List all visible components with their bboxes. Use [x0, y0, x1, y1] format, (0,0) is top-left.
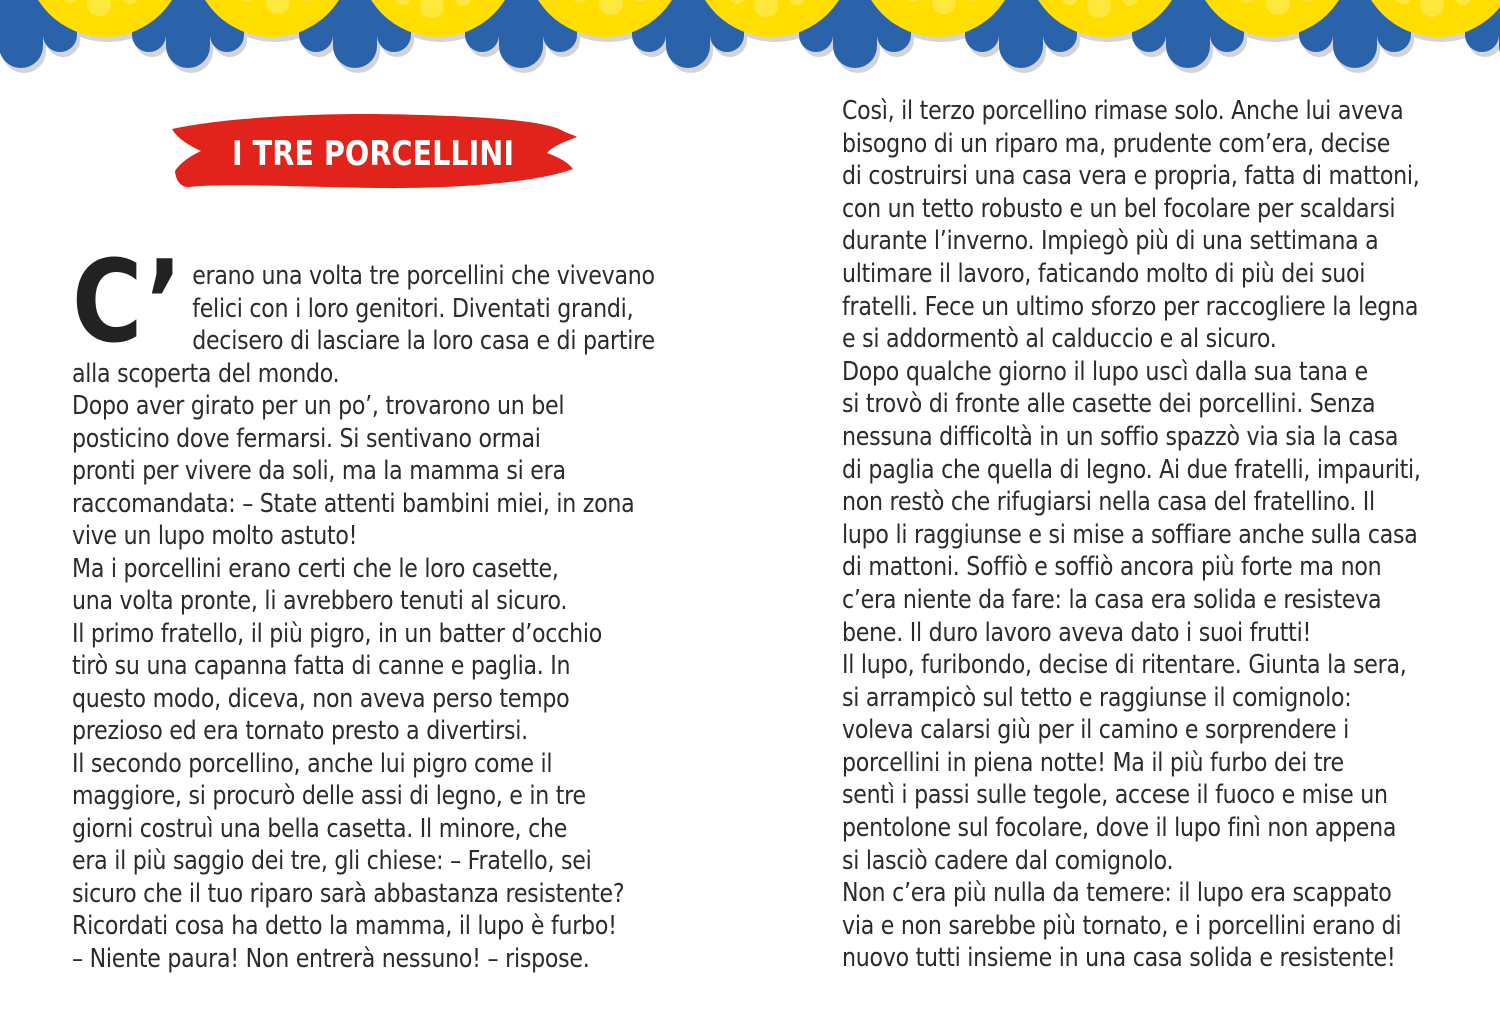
- story-line: di paglia che quella di legno. Ai due fratelli, impauriti,: [842, 454, 1421, 485]
- banner-title: I TRE PORCELLINI: [232, 134, 514, 174]
- left-column-text: [72, 260, 693, 975]
- story-line: con un tetto robusto e un bel focolare per scaldarsi: [842, 193, 1396, 224]
- story-line: nuovo tutti insieme in una casa solida e resistente!: [842, 943, 1396, 974]
- story-line: via e non sarebbe più tornato, e i porcellini erano di: [842, 910, 1402, 941]
- top-garland-decoration: [0, 0, 1500, 92]
- story-line: era il più saggio dei tre, gli chiese: – Fratello, sei: [72, 846, 592, 876]
- story-line: sentì i passi sulle tegole, accese il fuoco e mise un: [842, 780, 1388, 811]
- story-line: decisero di lasciare la loro casa e di partire: [192, 326, 655, 356]
- story-line: Ricordati cosa ha detto la mamma, il lupo è furbo!: [72, 911, 617, 941]
- story-line: questo modo, diceva, non aveva perso tempo: [72, 683, 570, 714]
- story-line: durante l’inverno. Impiegò più di una settimana a: [842, 226, 1379, 257]
- story-line: raccomandata: – State attenti bambini miei, in zona: [72, 488, 635, 519]
- story-line: c’era niente da fare: la casa era solida e resisteva: [842, 584, 1382, 615]
- right-column-text: [842, 95, 1463, 975]
- title-banner: [160, 108, 580, 194]
- story-line: Non c’era più nulla da temere: il lupo era scappato: [842, 878, 1392, 909]
- story-line: bisogno di un riparo ma, prudente com’era, decise: [842, 128, 1391, 159]
- story-line: vive un lupo molto astuto!: [72, 521, 358, 551]
- story-line: erano una volta tre porcellini che vivevano: [192, 261, 655, 291]
- story-line: voleva calarsi giù per il camino e sorprendere i: [842, 715, 1350, 746]
- story-line: Il primo fratello, il più pigro, in un batter d’occhio: [72, 618, 603, 649]
- story-line: si lasciò cadere dal comignolo.: [842, 845, 1174, 876]
- story-line: lupo li raggiunse e si mise a soffiare anche sulla casa: [842, 519, 1418, 550]
- story-line: nessuna difficoltà in un soffio spazzò via sia la casa: [842, 421, 1399, 452]
- story-line: tirò su una capanna fatta di canne e paglia. In: [72, 651, 571, 681]
- story-line: giorni costruì una bella casetta. Il minore, che: [72, 813, 568, 844]
- story-line: felici con i loro genitori. Diventati grandi,: [192, 293, 634, 324]
- story-line: Dopo aver girato per un po’, trovarono un bel: [72, 391, 565, 421]
- story-line: una volta pronte, li avrebbero tenuti al sicuro.: [72, 586, 568, 616]
- story-line: Il secondo porcellino, anche lui pigro come il: [72, 748, 553, 779]
- story-line: ultimare il lavoro, faticando molto di più dei suoi: [842, 258, 1366, 289]
- story-line: Il lupo, furibondo, decise di ritentare. Giunta la sera,: [842, 650, 1407, 681]
- story-line: fratelli. Fece un ultimo sforzo per raccogliere la legna: [842, 291, 1419, 322]
- story-line: alla scoperta del mondo.: [72, 358, 340, 389]
- story-line: Così, il terzo porcellino rimase solo. Anche lui aveva: [842, 96, 1404, 126]
- story-line: sicuro che il tuo riparo sarà abbastanza resistente?: [72, 878, 625, 909]
- story-line: Dopo qualche giorno il lupo uscì dalla sua tana e: [842, 356, 1368, 387]
- story-line: posticino dove fermarsi. Si sentivano ormai: [72, 423, 541, 454]
- story-line: si trovò di fronte alle casette dei porcellini. Senza: [842, 389, 1376, 420]
- story-line: Ma i porcellini erano certi che le loro casette,: [72, 553, 559, 584]
- story-line: prezioso ed era tornato presto a divertirsi.: [72, 716, 528, 746]
- story-line: di mattoni. Soffiò e soffiò ancora più forte ma non: [842, 552, 1382, 583]
- story-line: bene. Il duro lavoro aveva dato i suoi frutti!: [842, 617, 1312, 648]
- story-line: di costruirsi una casa vera e propria, fatta di mattoni,: [842, 161, 1420, 192]
- story-line: non restò che rifugiarsi nella casa del fratellino. Il: [842, 487, 1375, 518]
- story-line: pronti per vivere da soli, ma la mamma si era: [72, 456, 566, 486]
- story-line: pentolone sul focolare, dove il lupo finì non appena: [842, 813, 1397, 844]
- drop-cap: C’: [72, 236, 182, 368]
- story-line: maggiore, si procurò delle assi di legno, e in tre: [72, 781, 586, 811]
- story-line: – Niente paura! Non entrerà nessuno! – rispose.: [72, 943, 590, 974]
- left-column: [72, 236, 693, 975]
- story-line: si arrampicò sul tetto e raggiunse il comignolo:: [842, 682, 1352, 713]
- story-line: e si addormentò al calduccio e al sicuro.: [842, 324, 1277, 355]
- story-line: porcellini in piena notte! Ma il più furbo dei tre: [842, 747, 1344, 778]
- right-column: [842, 95, 1463, 975]
